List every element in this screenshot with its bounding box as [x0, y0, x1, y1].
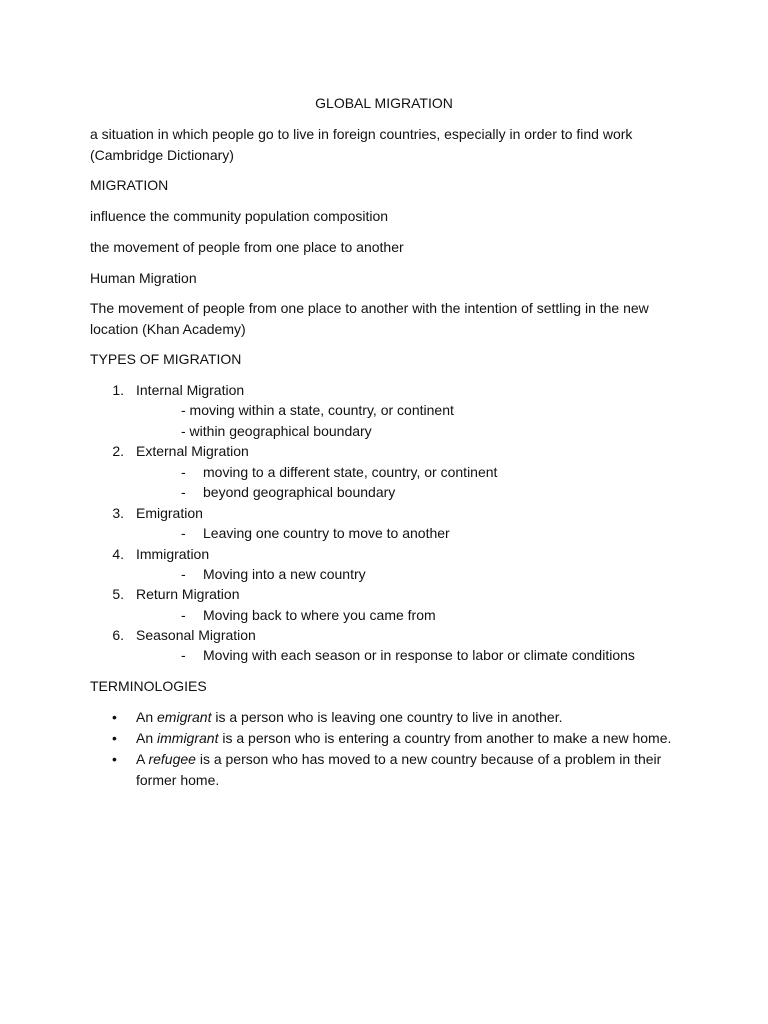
term-prefix: A: [136, 751, 149, 767]
definition-line-2: (Cambridge Dictionary): [90, 147, 234, 163]
type-detail: moving to a different state, country, or continent: [203, 464, 498, 480]
type-detail: beyond geographical boundary: [203, 484, 396, 500]
list-number: 6.: [112, 627, 124, 643]
types-heading: TYPES OF MIGRATION: [90, 351, 242, 367]
type-name-return-migration: Return Migration: [136, 586, 240, 602]
dash-marker: -: [181, 525, 186, 541]
dash-marker: -: [181, 464, 186, 480]
type-name-seasonal-migration: Seasonal Migration: [136, 627, 256, 643]
term-word: refugee: [148, 751, 196, 767]
term-definition: is a person who has moved to a new country because of a problem in their: [195, 751, 662, 767]
type-name-internal-migration: Internal Migration: [136, 382, 245, 398]
type-name-immigration: Immigration: [136, 546, 210, 562]
human-migration-def-line-2: location (Khan Academy): [90, 321, 246, 337]
type-name-external-migration: External Migration: [136, 443, 249, 459]
type-name-emigration: Emigration: [136, 505, 203, 521]
list-number: 5.: [112, 586, 124, 602]
terminologies-heading: TERMINOLOGIES: [90, 678, 207, 694]
type-detail: - moving within a state, country, or continent: [181, 402, 454, 418]
dash-marker: -: [181, 647, 186, 663]
bullet-icon: •: [112, 751, 117, 767]
list-number: 4.: [112, 546, 124, 562]
bullet-icon: •: [112, 709, 117, 725]
term-definition: is a person who is entering a country from another to make a new home.: [218, 730, 672, 746]
type-detail: Moving back to where you came from: [203, 607, 436, 623]
migration-heading: MIGRATION: [90, 177, 169, 193]
type-detail: Moving with each season or in response to labor or climate conditions: [203, 647, 635, 663]
term-immigrant: [136, 728, 671, 749]
dash-marker: -: [181, 607, 186, 623]
term-refugee: [136, 749, 661, 770]
dash-marker: -: [181, 484, 186, 500]
term-word: immigrant: [157, 730, 219, 746]
type-detail: Moving into a new country: [203, 566, 366, 582]
human-migration-def-line-1: The movement of people from one place to another with the intention of settling in the new: [90, 300, 649, 316]
type-detail: - within geographical boundary: [181, 423, 372, 439]
migration-point-2: the movement of people from one place to another: [90, 239, 404, 255]
list-number: 1.: [112, 382, 124, 398]
term-refugee-continuation: former home.: [136, 772, 220, 788]
term-word: emigrant: [157, 709, 212, 725]
human-migration-heading: Human Migration: [90, 270, 197, 286]
term-definition: is a person who is leaving one country to live in another.: [211, 709, 563, 725]
term-prefix: An: [136, 709, 158, 725]
term-emigrant: [136, 707, 562, 728]
list-number: 2.: [112, 443, 124, 459]
migration-point-1: influence the community population composition: [90, 208, 389, 224]
definition-line-1: a situation in which people go to live in foreign countries, especially in order to find work: [90, 126, 633, 142]
document-title: GLOBAL MIGRATION: [315, 95, 453, 111]
term-prefix: An: [136, 730, 158, 746]
list-number: 3.: [112, 505, 124, 521]
dash-marker: -: [181, 566, 186, 582]
type-detail: Leaving one country to move to another: [203, 525, 450, 541]
bullet-icon: •: [112, 730, 117, 746]
